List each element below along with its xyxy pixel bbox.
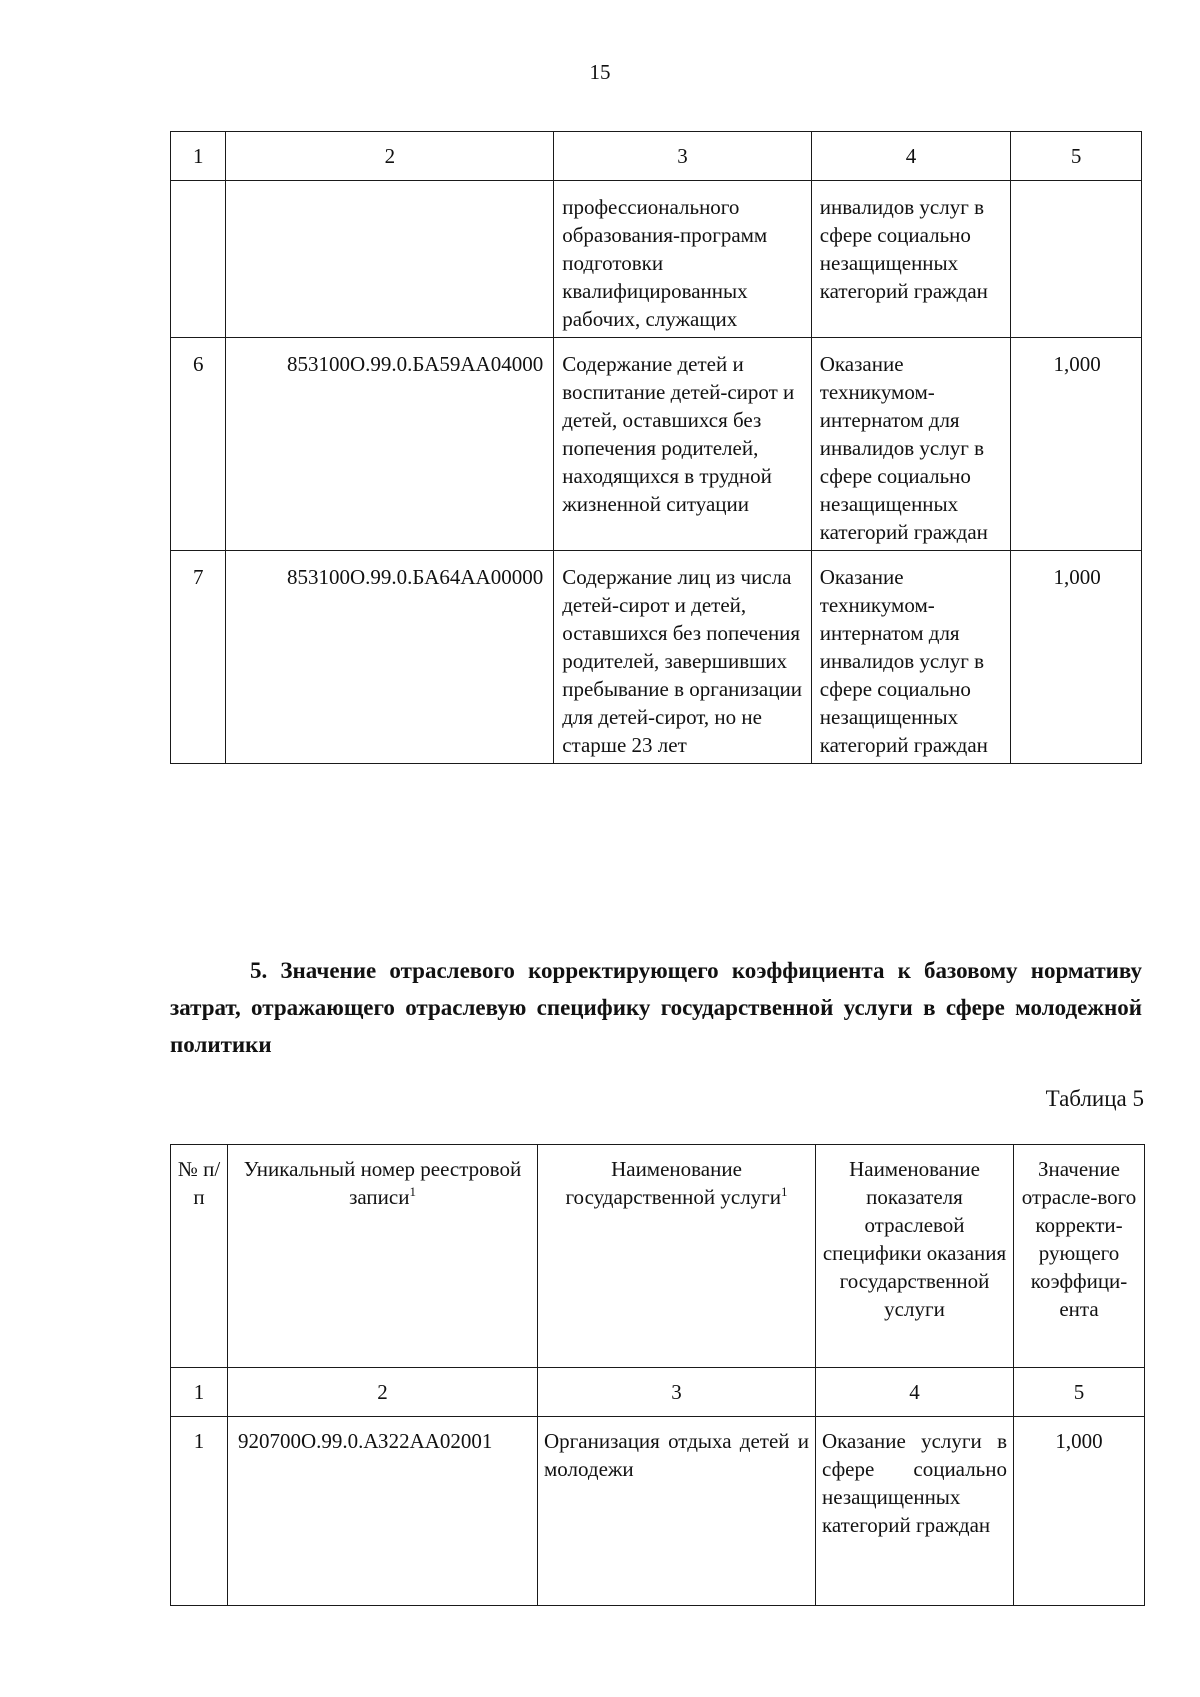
table-row [171, 1417, 1145, 1606]
footnote-marker: 1 [781, 1184, 788, 1199]
column-number-1: 1 [171, 1368, 228, 1417]
coefficient-value: 1,000 [1011, 338, 1142, 551]
service-name: Содержание лиц из числа детей-сирот и детей, оставшихся без попечения родителей, завершивших пребывание в организации для детей-сирот, но не старше 23 лет [554, 551, 812, 764]
registry-code: 920700О.99.0.АЗ22АА02001 [228, 1417, 538, 1606]
column-number-2: 2 [228, 1368, 538, 1417]
indicator-name: Оказание услуги в сфере социально незащищенных категорий граждан [816, 1417, 1014, 1606]
coefficient-value: 1,000 [1011, 551, 1142, 764]
column-number-4: 4 [816, 1368, 1014, 1417]
registry-code: 853100О.99.0.БА64АА00000 [226, 551, 554, 764]
service-name: Содержание детей и воспитание детей-сирот и детей, оставшихся без попечения родителей, находящихся в трудной жизненной ситуации [554, 338, 812, 551]
indicator-name: Оказание техникумом-интернатом для инвалидов услуг в сфере социально незащищенных категорий граждан [811, 551, 1011, 764]
registry-code [226, 181, 554, 338]
coefficient-value: 1,000 [1014, 1417, 1145, 1606]
column-number-3: 3 [538, 1368, 816, 1417]
section-heading: 5. Значение отраслевого корректирующего коэффициента к базовому нормативу затрат, отражающего отраслевую специфику государственной услуги в сфере молодежной политики [170, 958, 1142, 1057]
table-caption: Таблица 5 [1045, 1086, 1144, 1111]
page-number: 15 [589, 60, 611, 84]
header-registry-code [228, 1145, 538, 1368]
table-5 [170, 1144, 1145, 1606]
column-number-3: 3 [554, 132, 812, 181]
column-number-5: 5 [1011, 132, 1142, 181]
row-number: 6 [171, 338, 226, 551]
coefficient-value [1011, 181, 1142, 338]
column-number-row [171, 1368, 1145, 1417]
header-indicator-name: Наименование показателя отраслевой специфики оказания государственной услуги [816, 1145, 1014, 1368]
table-header-row [171, 1145, 1145, 1368]
header-registry-code-label: Уникальный номер реестровой записи [243, 1157, 522, 1209]
column-number-2: 2 [226, 132, 554, 181]
header-coefficient-value: Значение отрасле-вого корректи-рующего коэффици-ента [1014, 1145, 1145, 1368]
service-name: профессионального образования-программ подготовки квалифицированных рабочих, служащих [554, 181, 812, 338]
table-row [171, 181, 1142, 338]
table-header-row [171, 132, 1142, 181]
indicator-name: Оказание техникумом-интернатом для инвалидов услуг в сфере социально незащищенных категорий граждан [811, 338, 1011, 551]
indicator-name: инвалидов услуг в сфере социально незащищенных категорий граждан [811, 181, 1011, 338]
service-name: Организация отдыха детей и молодежи [538, 1417, 816, 1606]
column-number-1: 1 [171, 132, 226, 181]
footnote-marker: 1 [409, 1184, 416, 1199]
continuation-table [170, 131, 1142, 764]
row-number: 7 [171, 551, 226, 764]
header-service-name [538, 1145, 816, 1368]
table-row [171, 551, 1142, 764]
registry-code: 853100О.99.0.БА59АА04000 [226, 338, 554, 551]
column-number-4: 4 [811, 132, 1011, 181]
row-number [171, 181, 226, 338]
column-number-5: 5 [1014, 1368, 1145, 1417]
header-row-number: № п/п [171, 1145, 228, 1368]
header-service-name-label: Наименование государственной услуги [565, 1157, 782, 1209]
table-row [171, 338, 1142, 551]
row-number: 1 [171, 1417, 228, 1606]
